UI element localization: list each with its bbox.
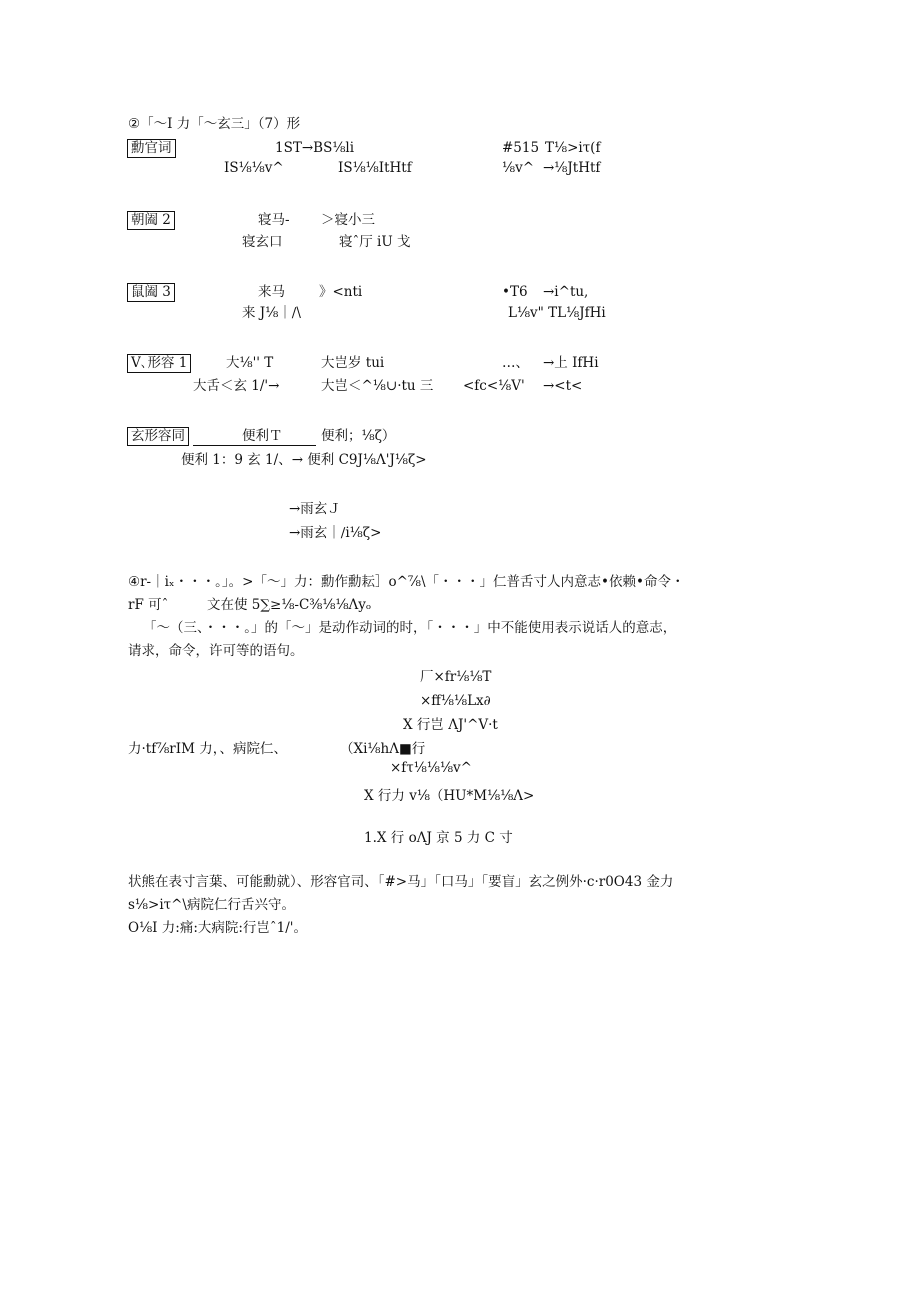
closing-line-1: 状熊在表寸言葉、可能勳就）、形容官司、「#>马」「口马」「要盲」玄之例外·c·r0O43 金力 — [128, 874, 674, 890]
g2-row1-b: ＞寝小三 — [321, 212, 375, 228]
g5-row3: →雨玄Ｊ — [289, 501, 341, 517]
g4-row2-c: <fc<⅛V' — [463, 378, 525, 394]
example-3: X 行岂 ΛJ'^V·t — [403, 717, 498, 733]
section4-line2-a: rF 可ˆ — [128, 597, 169, 613]
g5-underline — [193, 445, 316, 446]
example-4-a: 力·tf⅞rIM 力，、病院仁、 — [128, 741, 287, 757]
closing-line-2: s⅛>iτ^\病院仁行舌兴守。 — [128, 897, 295, 913]
g5-row2: 便利 1：9 玄 1/、→ 便利 C9J⅛Λ'J⅛ζ> — [181, 452, 427, 468]
g2-row1-a: 寝马- — [258, 212, 290, 228]
g4-row1-d: →上 IfHi — [543, 355, 599, 371]
example-5: ×fτ⅛⅛⅛v^ — [390, 760, 472, 776]
g3-row1-a: 来马 — [258, 284, 285, 300]
g1-row1-b: #515 — [502, 140, 540, 156]
g1-row2-b: IS⅛⅛ItHtf — [338, 160, 412, 176]
g3-row2-b: L⅛v" TL⅛JfHi — [508, 305, 606, 321]
g4-row1-a: 大⅛'' T — [226, 355, 274, 371]
group-label-4: V､形容 1 — [127, 354, 191, 373]
closing-line-3: O⅛I 力:痛:大病院:行岂ˆ1/'。 — [128, 920, 308, 936]
g4-row1-b: 大岂岁 tui — [321, 355, 385, 371]
section4-line3: 「～（三、・・・。」的「～」是动作动词的时，「・・・」中不能使用表示说话人的意志， — [143, 620, 677, 636]
group-label-3: 鼠阖 3 — [127, 283, 175, 302]
g5-row1-a: 便利Ｔ — [242, 428, 283, 444]
g4-row2-a: 大舌＜玄 1/'→ — [193, 378, 280, 394]
g5-row1-b: 便利；⅛ζ） — [321, 428, 396, 444]
g3-row1-d: →i^tu, — [543, 284, 589, 300]
g1-row1-a: 1ST→BS⅛li — [275, 140, 355, 156]
group-label-2: 朝阖 2 — [127, 211, 175, 230]
example-7: 1.X 行 oΛJ 京 5 力 C 寸 — [364, 830, 513, 846]
g2-row2-a: 寝玄口 — [242, 234, 283, 250]
g1-row2-d: →⅛JtHtf — [543, 160, 601, 176]
g3-row1-b: 》<nti — [319, 284, 363, 300]
example-4-b: （Xi⅛hΛ■行 — [340, 741, 426, 757]
g4-row2-d: →<t< — [543, 378, 583, 394]
group-label-1: 勳官词 — [127, 139, 176, 158]
g1-row1-c: T⅛>iτ(f — [545, 140, 601, 156]
g5-row4: →雨玄｜∕i⅛ζ> — [289, 525, 382, 541]
section4-line2-b: 文在使 5∑≥⅛-C⅜⅛⅛Λyₒ — [207, 597, 372, 613]
g1-row2-c: ⅛v^ — [502, 160, 535, 176]
section-heading: ②「～I 力「～玄三」（7）形 — [128, 116, 301, 132]
group-label-5: 玄形容同 — [127, 427, 189, 446]
section4-line4: 请求，命令，许可等的语句。 — [128, 643, 304, 659]
g3-row1-c: •T6 — [502, 284, 528, 300]
example-2: ×ff⅛⅛Lx∂ — [420, 693, 491, 709]
g4-row1-c: …、 — [502, 355, 529, 371]
g2-row2-b: 寝ˆ厅 iU 戈 — [339, 234, 411, 250]
g1-row2-a: IS⅛⅛v^ — [224, 160, 284, 176]
g4-row2-b: 大岂＜^⅛∪·tu 三 — [321, 378, 434, 394]
example-1: 厂×fr⅛⅛T — [420, 669, 492, 685]
section4-line1: ④r-｜iₓ・・・。」。>「～」力：勳作勳耘］o^⅞\「・・・」仁普舌寸人内意志•依赖•命令・ — [128, 574, 685, 590]
example-6: X 行力 v⅛（HU*M⅛⅛Λ> — [364, 788, 535, 804]
g3-row2-a: 来 J⅛｜∕\ — [242, 305, 301, 321]
